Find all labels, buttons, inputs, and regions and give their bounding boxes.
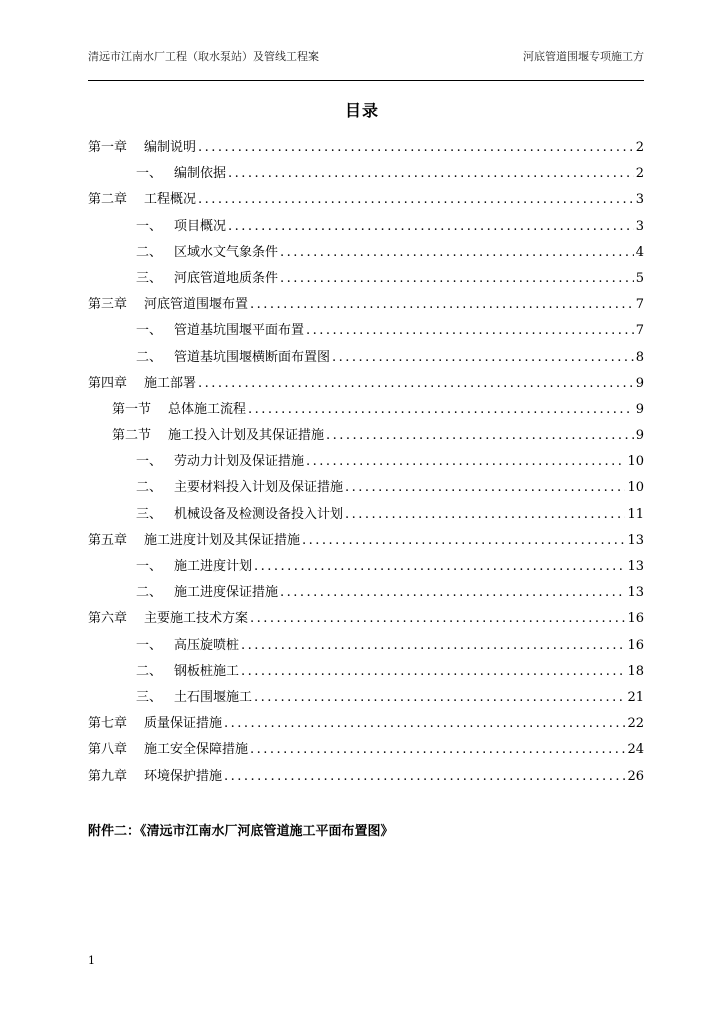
toc-entry-text: 管道基坑围堰横断面布置图 bbox=[174, 349, 331, 365]
appendix-note: 附件二：《清远市江南水厂河底管道施工平面布置图》 bbox=[88, 824, 394, 839]
toc-entry-label bbox=[136, 346, 330, 365]
toc-entry-number: 二、 bbox=[136, 480, 163, 496]
toc-entry-label bbox=[136, 319, 304, 338]
toc-entry-page: 16 bbox=[627, 611, 644, 627]
toc-entry-number: 第二章 bbox=[88, 192, 128, 208]
toc-dot-leader bbox=[302, 533, 625, 548]
toc-entry-page: 13 bbox=[627, 532, 644, 548]
toc-entry-page: 2 bbox=[635, 166, 644, 182]
header-right: 河底管道围堰专项施工方 bbox=[523, 50, 644, 63]
toc-entry-page: 24 bbox=[627, 742, 644, 758]
toc-dot-leader bbox=[250, 742, 625, 757]
toc-entry-label bbox=[88, 372, 196, 391]
toc-entry-number: 第六章 bbox=[88, 611, 128, 627]
toc-entry-page: 2 bbox=[635, 140, 644, 155]
toc-entry-number: 第五章 bbox=[88, 532, 128, 548]
toc-dot-leader bbox=[198, 376, 634, 391]
toc-entry-text: 高压旋喷桩 bbox=[174, 637, 240, 653]
toc-entry-number: 第九章 bbox=[88, 768, 128, 784]
toc-dot-leader bbox=[254, 690, 625, 705]
toc-entry-number: 三、 bbox=[136, 689, 163, 705]
toc-entry-page: 16 bbox=[627, 637, 644, 653]
toc-entry-text: 土石围堰施工 bbox=[174, 689, 253, 705]
toc-entry-text: 项目概况 bbox=[174, 218, 227, 234]
toc-entry-page: 7 bbox=[635, 297, 644, 313]
toc-entry[interactable] bbox=[88, 765, 644, 791]
toc-entry-number: 第一章 bbox=[88, 140, 128, 155]
toc-entry-text: 编制说明 bbox=[144, 140, 197, 155]
toc-entry-number: 一、 bbox=[136, 559, 163, 574]
toc-dot-leader bbox=[224, 716, 625, 731]
toc-entry[interactable] bbox=[88, 319, 644, 345]
toc-entry-label bbox=[136, 634, 239, 653]
table-of-contents bbox=[88, 136, 644, 791]
toc-entry-text: 管道基坑围堰平面布置 bbox=[174, 323, 305, 339]
toc-entry-page: 11 bbox=[627, 506, 644, 522]
toc-entry-label bbox=[136, 581, 278, 600]
toc-dot-leader bbox=[224, 769, 625, 784]
toc-entry-text: 环境保护措施 bbox=[144, 768, 223, 784]
toc-entry-page: 9 bbox=[635, 428, 644, 444]
toc-entry-text: 编制依据 bbox=[174, 166, 227, 182]
header-left: 清远市江南水厂工程（取水泵站）及管线工程案 bbox=[88, 50, 319, 63]
toc-entry-text: 质量保证措施 bbox=[144, 716, 223, 732]
toc-entry[interactable] bbox=[88, 712, 644, 738]
toc-entry-page: 26 bbox=[627, 768, 644, 784]
toc-entry-page: 13 bbox=[627, 559, 644, 574]
toc-dot-leader bbox=[250, 611, 625, 626]
toc-dot-leader bbox=[326, 428, 634, 443]
toc-entry-page: 3 bbox=[635, 218, 644, 234]
toc-entry-label bbox=[88, 738, 248, 757]
toc-entry-label bbox=[136, 215, 226, 234]
toc-entry-label bbox=[136, 555, 252, 574]
toc-entry[interactable] bbox=[88, 241, 644, 267]
toc-entry[interactable] bbox=[88, 188, 644, 214]
toc-entry-page: 21 bbox=[627, 689, 644, 705]
toc-entry-text: 施工安全保障措施 bbox=[144, 742, 249, 758]
toc-entry[interactable] bbox=[88, 136, 644, 162]
toc-entry-page: 7 bbox=[635, 323, 644, 339]
toc-entry-label bbox=[88, 529, 300, 548]
toc-entry[interactable] bbox=[88, 738, 644, 764]
toc-entry-page: 13 bbox=[627, 585, 644, 601]
toc-dot-leader bbox=[241, 664, 625, 679]
toc-entry[interactable] bbox=[88, 346, 644, 372]
header-divider bbox=[88, 80, 644, 81]
toc-entry-label bbox=[112, 398, 246, 417]
toc-entry[interactable] bbox=[88, 215, 644, 241]
toc-entry-text: 河底管道地质条件 bbox=[174, 270, 279, 286]
toc-entry-label bbox=[88, 188, 196, 207]
toc-dot-leader bbox=[280, 245, 634, 260]
toc-entry-text: 主要施工技术方案 bbox=[144, 611, 249, 627]
toc-entry-number: 一、 bbox=[136, 323, 163, 339]
toc-entry-number: 三、 bbox=[136, 270, 163, 286]
toc-entry-number: 第三章 bbox=[88, 297, 128, 313]
toc-entry-label bbox=[136, 686, 252, 705]
toc-entry-label bbox=[136, 660, 239, 679]
toc-dot-leader bbox=[254, 559, 625, 574]
toc-entry[interactable] bbox=[88, 476, 644, 502]
toc-entry-page: 18 bbox=[627, 663, 644, 679]
toc-entry-number: 二、 bbox=[136, 585, 163, 601]
toc-entry-page: 10 bbox=[627, 454, 644, 470]
toc-entry-label bbox=[88, 293, 248, 312]
toc-dot-leader bbox=[280, 271, 634, 286]
toc-entry[interactable] bbox=[88, 607, 644, 633]
page-number: 1 bbox=[88, 954, 95, 967]
toc-entry-number: 一、 bbox=[136, 454, 163, 470]
toc-entry-number: 第一节 bbox=[112, 401, 152, 417]
toc-entry[interactable] bbox=[88, 634, 644, 660]
toc-entry-text: 机械设备及检测设备投入计划 bbox=[174, 506, 344, 522]
toc-entry-page: 9 bbox=[635, 401, 644, 417]
toc-entry[interactable] bbox=[88, 398, 644, 424]
toc-entry[interactable] bbox=[88, 555, 644, 581]
toc-entry-text: 主要材料投入计划及保证措施 bbox=[174, 480, 344, 496]
toc-entry-number: 第七章 bbox=[88, 716, 128, 732]
toc-entry-label bbox=[136, 450, 304, 469]
toc-entry-text: 劳动力计划及保证措施 bbox=[174, 454, 305, 470]
toc-entry-label bbox=[88, 712, 222, 731]
toc-entry-label bbox=[136, 162, 226, 181]
toc-entry[interactable] bbox=[88, 529, 644, 555]
toc-entry-number: 第八章 bbox=[88, 742, 128, 758]
toc-entry[interactable] bbox=[88, 660, 644, 686]
toc-dot-leader bbox=[198, 140, 634, 155]
toc-entry-label bbox=[136, 476, 343, 495]
toc-entry-number: 三、 bbox=[136, 506, 163, 522]
toc-entry[interactable] bbox=[88, 372, 644, 398]
toc-entry-number: 一、 bbox=[136, 218, 163, 234]
toc-entry-text: 工程概况 bbox=[144, 192, 197, 208]
toc-entry-label bbox=[88, 765, 222, 784]
toc-entry-number: 一、 bbox=[136, 166, 163, 182]
toc-dot-leader bbox=[198, 192, 634, 207]
toc-entry-label bbox=[136, 267, 278, 286]
toc-entry[interactable] bbox=[88, 450, 644, 476]
toc-entry-page: 3 bbox=[635, 192, 644, 208]
toc-entry[interactable] bbox=[88, 293, 644, 319]
toc-dot-leader bbox=[250, 297, 634, 312]
toc-entry[interactable] bbox=[88, 503, 644, 529]
toc-dot-leader bbox=[345, 507, 625, 522]
toc-entry-label bbox=[112, 424, 324, 443]
toc-entry-number: 第四章 bbox=[88, 375, 128, 391]
toc-entry-number: 二、 bbox=[136, 663, 163, 679]
toc-entry[interactable] bbox=[88, 686, 644, 712]
toc-entry-label bbox=[88, 136, 196, 155]
toc-entry[interactable] bbox=[88, 162, 644, 188]
toc-dot-leader bbox=[228, 219, 634, 234]
toc-entry-page: 22 bbox=[627, 716, 644, 732]
toc-entry-page: 5 bbox=[635, 270, 644, 286]
toc-entry-number: 二、 bbox=[136, 244, 163, 260]
toc-dot-leader bbox=[248, 402, 634, 417]
toc-entry-label bbox=[88, 607, 248, 626]
toc-entry-label bbox=[136, 503, 343, 522]
toc-dot-leader bbox=[280, 585, 625, 600]
toc-dot-leader bbox=[228, 166, 634, 181]
toc-entry-text: 施工进度保证措施 bbox=[174, 585, 279, 601]
toc-dot-leader bbox=[306, 323, 634, 338]
toc-entry-text: 总体施工流程 bbox=[168, 401, 247, 417]
toc-entry-text: 施工投入计划及其保证措施 bbox=[168, 428, 325, 444]
toc-entry-text: 区域水文气象条件 bbox=[174, 244, 279, 260]
toc-entry-text: 施工部署 bbox=[144, 375, 197, 391]
toc-entry-number: 二、 bbox=[136, 349, 163, 365]
toc-entry[interactable] bbox=[88, 267, 644, 293]
toc-entry-text: 河底管道围堰布置 bbox=[144, 297, 249, 313]
toc-dot-leader bbox=[332, 350, 634, 365]
toc-dot-leader bbox=[241, 638, 625, 653]
toc-entry[interactable] bbox=[88, 581, 644, 607]
toc-entry-page: 10 bbox=[627, 480, 644, 496]
toc-entry-text: 钢板桩施工 bbox=[174, 663, 240, 679]
toc-entry-page: 9 bbox=[635, 375, 644, 391]
toc-entry-label bbox=[136, 241, 278, 260]
page-title: 目录 bbox=[344, 101, 379, 120]
toc-entry-page: 4 bbox=[635, 244, 644, 260]
toc-entry-text: 施工进度计划及其保证措施 bbox=[144, 532, 301, 548]
toc-entry-text: 施工进度计划 bbox=[174, 559, 253, 574]
toc-entry-number: 第二节 bbox=[112, 428, 152, 444]
toc-entry-page: 8 bbox=[635, 349, 644, 365]
toc-entry[interactable] bbox=[88, 424, 644, 450]
toc-dot-leader bbox=[306, 454, 625, 469]
toc-entry-number: 一、 bbox=[136, 637, 163, 653]
toc-dot-leader bbox=[345, 480, 625, 495]
